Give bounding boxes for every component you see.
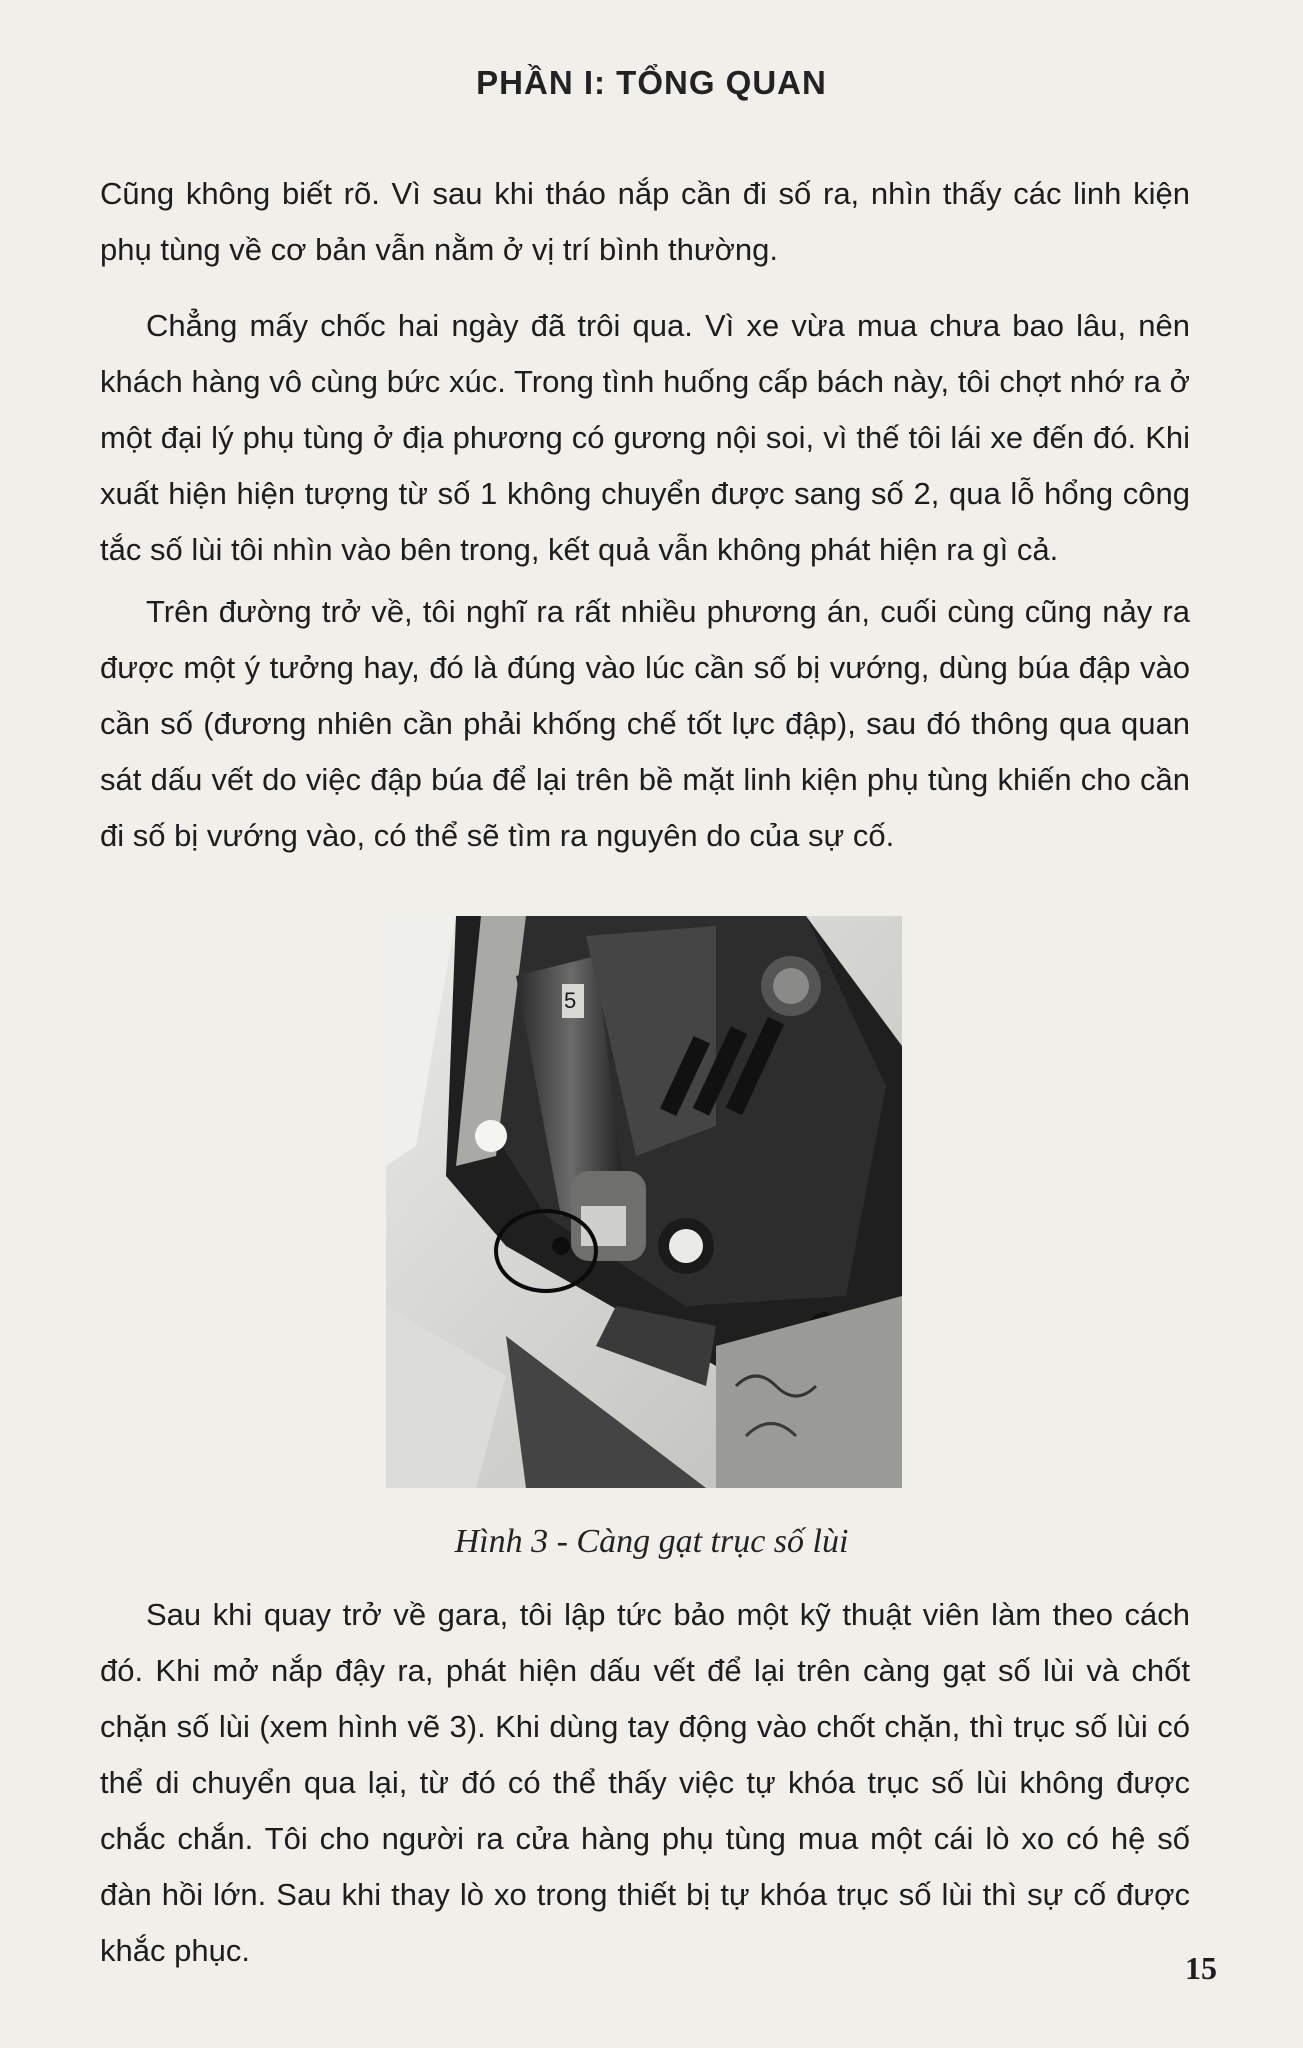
stamp-text: 5 [564, 988, 577, 1013]
page-number: 15 [1185, 1950, 1217, 1986]
paragraph-2: Chẳng mấy chốc hai ngày đã trôi qua. Vì xe vừa mua chưa bao lâu, nên khách hàng vô cùng bức xúc. Trong tình huống cấp bách này, tôi chợt nhớ ra ở một đại lý phụ tùng ở địa phương có gương nội soi, vì thế tôi lái xe đến đó. Khi xuất hiện hiện tượng từ số 1 không chuyển được sang số 2, qua lỗ hổng công tắc số lùi tôi nhìn vào bên trong, kết quả vẫn không phát hiện ra gì cả. [100, 308, 1190, 567]
paragraph-1: Cũng không biết rõ. Vì sau khi tháo nắp cần đi số ra, nhìn thấy các linh kiện phụ tùng về cơ bản vẫn nằm ở vị trí bình thường. [100, 176, 1190, 267]
figure-caption: Hình 3 - Càng gạt trục số lùi [454, 1523, 849, 1560]
figure-photo [386, 916, 902, 1488]
gearbox-photo [386, 916, 902, 1488]
paragraph-3: Trên đường trở về, tôi nghĩ ra rất nhiều phương án, cuối cùng cũng nảy ra được một ý tưởng hay, đó là đúng vào lúc cần số bị vướng, dùng búa đập vào cần số (đương nhiên cần phải khống chế tốt lực đập), sau đó thông qua quan sát dấu vết do việc đập búa để lại trên bề mặt linh kiện phụ tùng khiến cho cần đi số bị vướng vào, có thể sẽ tìm ra nguyên do của sự cố. [100, 594, 1190, 853]
section-header: PHẦN I: TỔNG QUAN [476, 64, 827, 101]
paragraph-4: Sau khi quay trở về gara, tôi lập tức bảo một kỹ thuật viên làm theo cách đó. Khi mở nắp đậy ra, phát hiện dấu vết để lại trên càng gạt số lùi và chốt chặn số lùi (xem hình vẽ 3). Khi dùng tay động vào chốt chặn, thì trục số lùi có thể di chuyển qua lại, từ đó có thể thấy việc tự khóa trục số lùi không được chắc chắn. Tôi cho người ra cửa hàng phụ tùng mua một cái lò xo có hệ số đàn hồi lớn. Sau khi thay lò xo trong thiết bị tự khóa trục số lùi thì sự cố được khắc phục. [100, 1597, 1190, 1968]
